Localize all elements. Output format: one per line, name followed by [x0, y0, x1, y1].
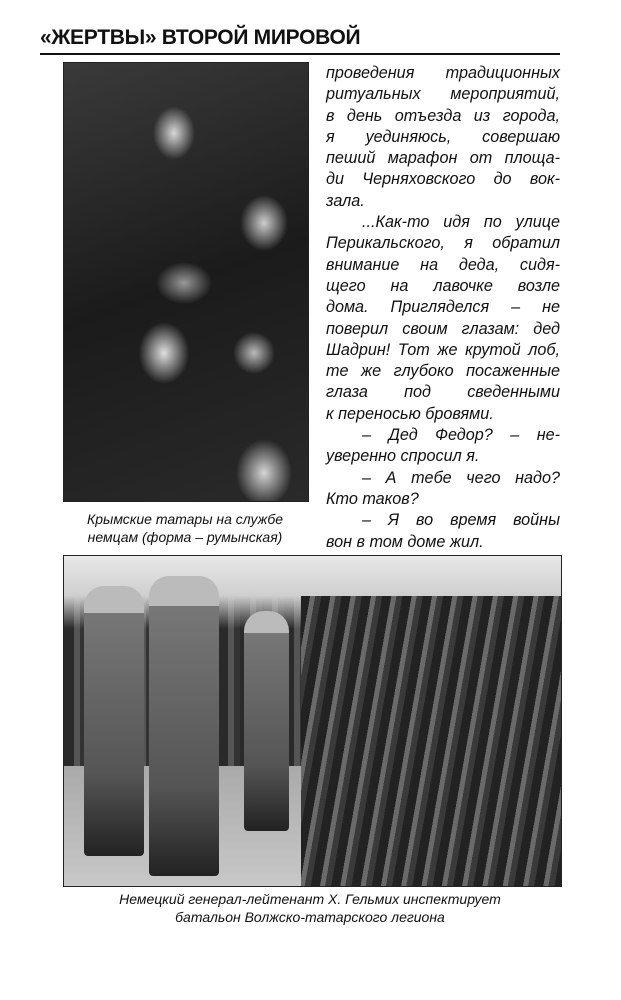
- text-line: поверил своим глазам: дед: [326, 319, 560, 338]
- photo-soldier-line: [301, 596, 561, 886]
- header-rule: [40, 53, 560, 55]
- text-line: Шадрин! Тот же крутой лоб,: [326, 340, 560, 359]
- caption-line: немцам (форма – румынская): [87, 529, 283, 545]
- text-line: – Дед Федор? – не-: [362, 426, 560, 445]
- caption-line: Крымские татары на службе: [87, 511, 283, 527]
- text-line: ритуальных мероприятий,: [326, 85, 560, 104]
- text-line: те же глубоко посаженные: [326, 362, 560, 381]
- text-line: ...Как-то идя по улице: [362, 213, 560, 232]
- text-line: пеший марафон от площа-: [326, 149, 560, 168]
- text-line: вон в том доме жил.: [326, 532, 484, 551]
- text-line: щего на лавочке возле: [326, 276, 560, 295]
- text-line: проведения традиционных: [326, 64, 560, 82]
- text-line: внимание на деда, сидя-: [326, 255, 560, 274]
- text-line: – Я во время войны: [362, 511, 560, 530]
- text-line: уверенно спросил я.: [326, 447, 480, 466]
- text-line: глаза под сведенными: [326, 383, 560, 402]
- photo-officer-figure: [244, 611, 289, 831]
- photo-legion-inspection: [63, 555, 562, 887]
- photo-officer-figure: [84, 586, 144, 856]
- caption-line: батальон Волжско-татарского легиона: [175, 909, 445, 925]
- photo-general-figure: [149, 576, 219, 876]
- text-line: к переносью бровями.: [326, 404, 494, 423]
- text-line: я уединяюсь, совершаю: [326, 127, 560, 146]
- text-line: в день отъезда из города,: [326, 106, 560, 125]
- running-header: «ЖЕРТВЫ» ВТОРОЙ МИРОВОЙ: [40, 26, 361, 49]
- text-line: Кто таков?: [326, 489, 419, 508]
- photo1-caption: [58, 510, 312, 546]
- text-line: – А тебе чего надо?: [362, 468, 560, 487]
- text-line: зала.: [326, 191, 365, 210]
- text-line: ди Черняховского до вок-: [326, 170, 560, 189]
- text-line: Перикальского, я обратил: [326, 234, 560, 253]
- photo-crimean-tatars: [63, 62, 309, 502]
- caption-line: Немецкий генерал-лейтенант Х. Гельмих инспектирует: [119, 891, 501, 907]
- text-line: дома. Пригляделся – не: [326, 298, 560, 317]
- photo2-caption: [40, 890, 580, 926]
- body-text-column: [326, 63, 560, 553]
